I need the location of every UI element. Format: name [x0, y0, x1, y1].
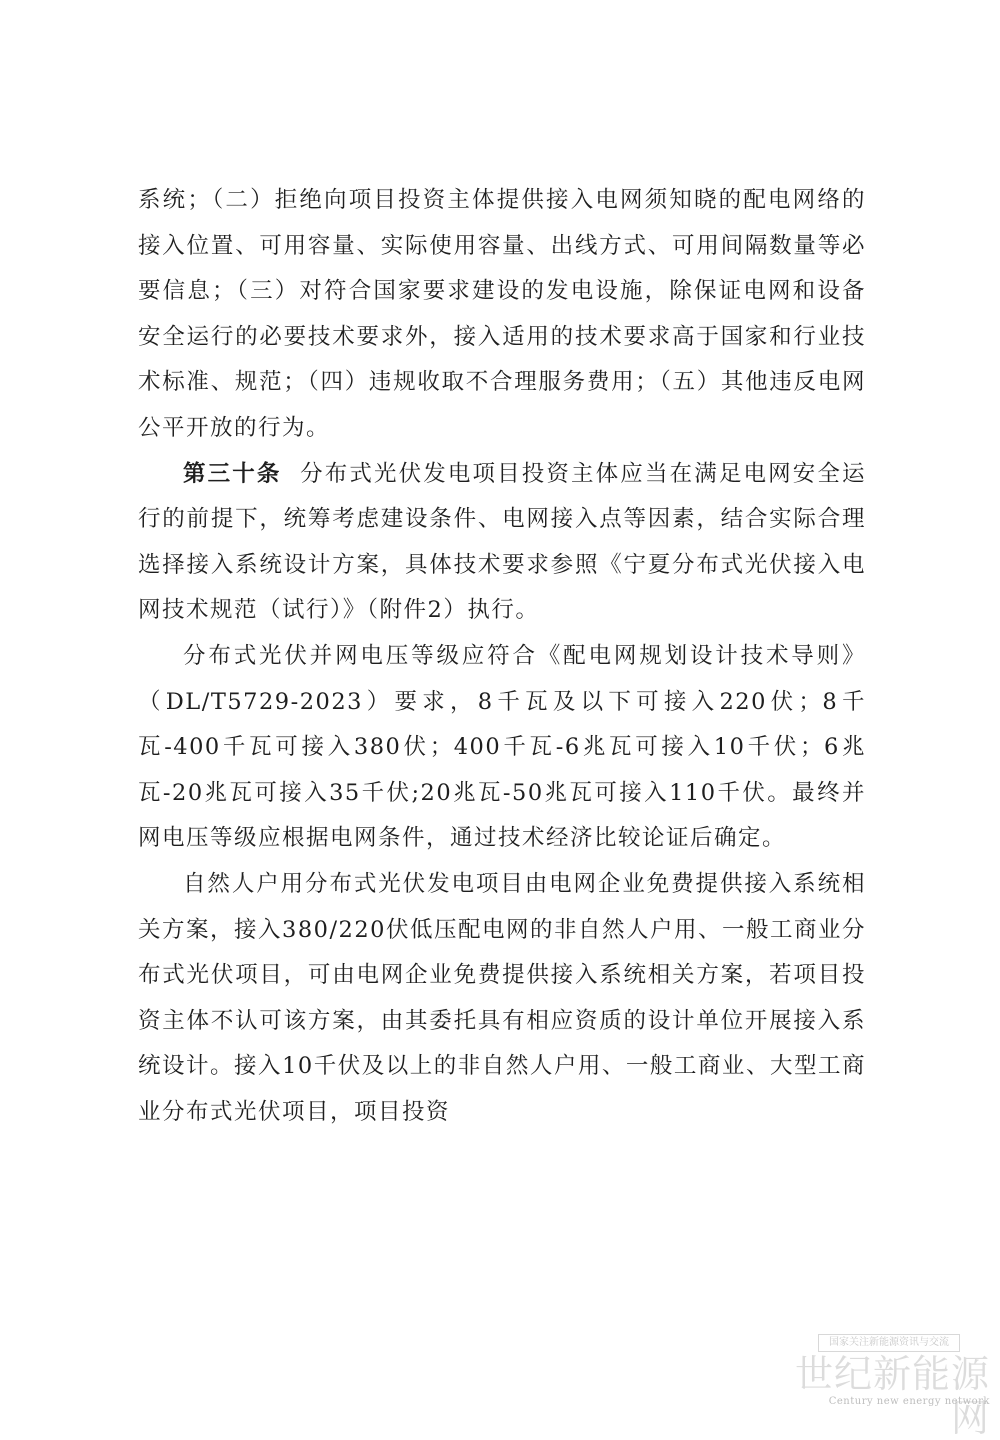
voltage-level-paragraph: 分布式光伏并网电压等级应符合《配电网规划设计技术导则》（DL/T5729-2023）要求，8千瓦及以下可接入220伏；8千瓦-400千瓦可接入380伏；400千瓦-6兆瓦可接入10千伏；6兆瓦-20兆瓦可接入35千伏;20兆瓦-50兆瓦可接入110千伏。最终并网电压等级应根据电网条件，通过技术经济比较论证后确定。: [138, 642, 866, 852]
access-plan-paragraph: 自然人户用分布式光伏发电项目由电网企业免费提供接入系统相关方案，接入380/220伏低压配电网的非自然人户用、一般工商业分布式光伏项目，可由电网企业免费提供接入系统相关方案，若项目投资主体不认可该方案，由其委托具有相应资质的设计单位开展接入系统设计。接入10千伏及以上的非自然人户用、一般工商业、大型工商业分布式光伏项目，项目投资: [138, 870, 866, 1125]
watermark-tagline: 国家关注新能源资讯与交流: [818, 1334, 960, 1352]
paragraph-continuation: 系统；（二）拒绝向项目投资主体提供接入电网须知晓的配电网络的接入位置、可用容量、实际使用容量、出线方式、可用间隔数量等必要信息；（三）对符合国家要求建设的发电设施，除保证电网和设备安全运行的必要技术要求外，接入适用的技术要求高于国家和行业技术标准、规范；（四）违规收取不合理服务费用；（五）其他违反电网公平开放的行为。: [138, 187, 866, 441]
watermark-logo: 世纪新能源网: [794, 1352, 990, 1440]
article-body: 分布式光伏发电项目投资主体应当在满足电网安全运行的前提下，统筹考虑建设条件、电网接入点等因素，结合实际合理选择接入系统设计方案，具体技术要求参照《宁夏分布式光伏接入电网技术规范（试行）》（附件2）执行。: [138, 460, 866, 624]
watermark-subtitle: Century new energy network: [828, 1396, 990, 1407]
article-30-paragraph: [138, 452, 866, 634]
body-text: [138, 178, 866, 1135]
article-heading: 第三十条: [183, 460, 282, 487]
